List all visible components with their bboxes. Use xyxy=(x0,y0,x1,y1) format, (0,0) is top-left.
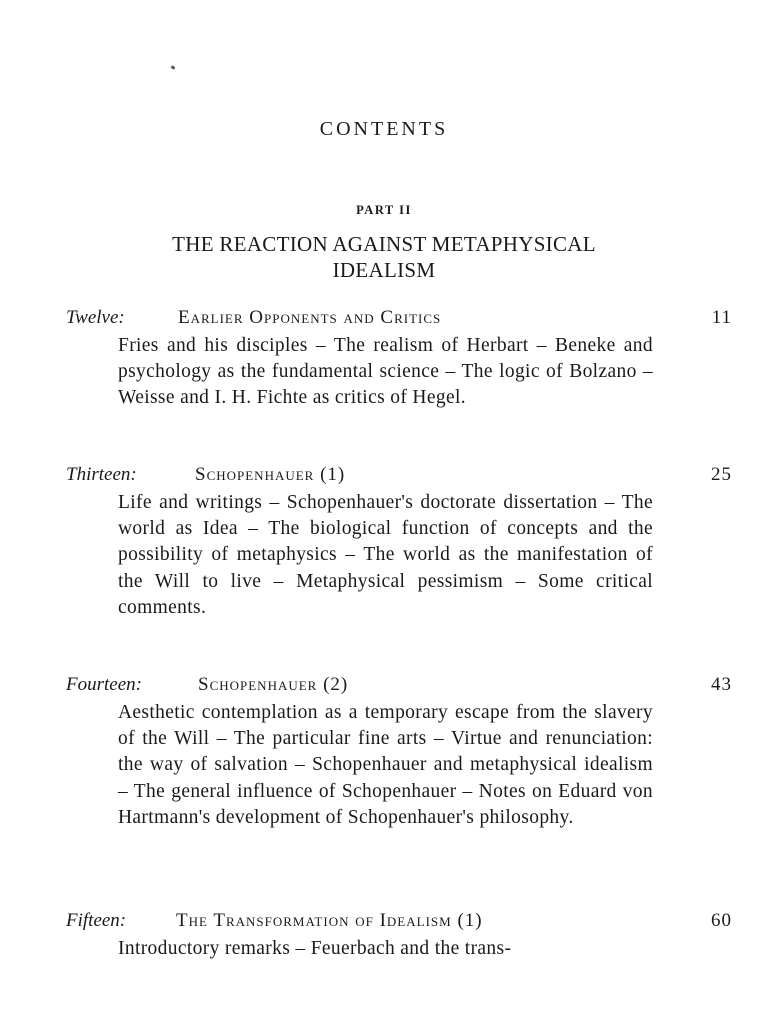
chapter-summary: Introductory remarks – Feuerbach and the trans- xyxy=(118,938,512,959)
part-title-line-2: IDEALISM xyxy=(332,258,436,282)
chapter-heading xyxy=(0,674,768,700)
chapter-title: The Transformation of Idealism (1) xyxy=(176,910,483,931)
chapter-title: Schopenhauer (2) xyxy=(198,674,349,695)
chapter-heading xyxy=(0,910,768,936)
chapter-entry-twelve xyxy=(0,307,768,409)
chapter-title: Schopenhauer (1) xyxy=(195,464,346,485)
chapter-entry-fourteen xyxy=(0,674,768,828)
chapter-page-number: 11 xyxy=(711,307,732,328)
chapter-page-number: 25 xyxy=(711,464,732,485)
page-heading: CONTENTS xyxy=(319,118,449,140)
scan-speck xyxy=(171,65,176,70)
chapter-title: Earlier Opponents and Critics xyxy=(178,307,442,328)
part-label: PART II xyxy=(356,203,412,217)
chapter-entry-fifteen xyxy=(0,910,768,959)
chapter-summary: Fries and his disciples – The realism of Herbart – Beneke and psychology as the fundamental science – The logic of Bolzano – Weisse and I. H. Fichte as critics of Hegel. xyxy=(118,335,653,409)
chapter-page-number: 43 xyxy=(711,674,732,695)
part-title-line-1: THE REACTION AGAINST METAPHYSICAL xyxy=(172,232,596,256)
chapter-number: Thirteen: xyxy=(66,464,137,485)
chapter-number: Twelve: xyxy=(66,307,125,328)
chapter-page-number: 60 xyxy=(711,910,732,931)
chapter-entry-thirteen xyxy=(0,464,768,618)
part-title xyxy=(0,231,768,283)
chapter-number: Fifteen: xyxy=(66,910,127,931)
chapter-summary: Aesthetic contemplation as a temporary escape from the slavery of the Will – The particular fine arts – Virtue and renunciation: the way of salvation – Schopenhauer and metaphysical idealism – The general influence of Schopenhauer – Notes on Eduard von Hartmann's development of Schopenhauer's philosophy. xyxy=(118,702,653,828)
chapter-summary: Life and writings – Schopenhauer's doctorate dissertation – The world as Idea – The biological function of concepts and the possibility of metaphysics – The world as the manifestation of the Will to live – Metaphysical pessimism – Some critical comments. xyxy=(118,492,653,618)
chapter-number: Fourteen: xyxy=(66,674,142,695)
chapter-heading xyxy=(0,464,768,490)
chapter-heading xyxy=(0,307,768,333)
